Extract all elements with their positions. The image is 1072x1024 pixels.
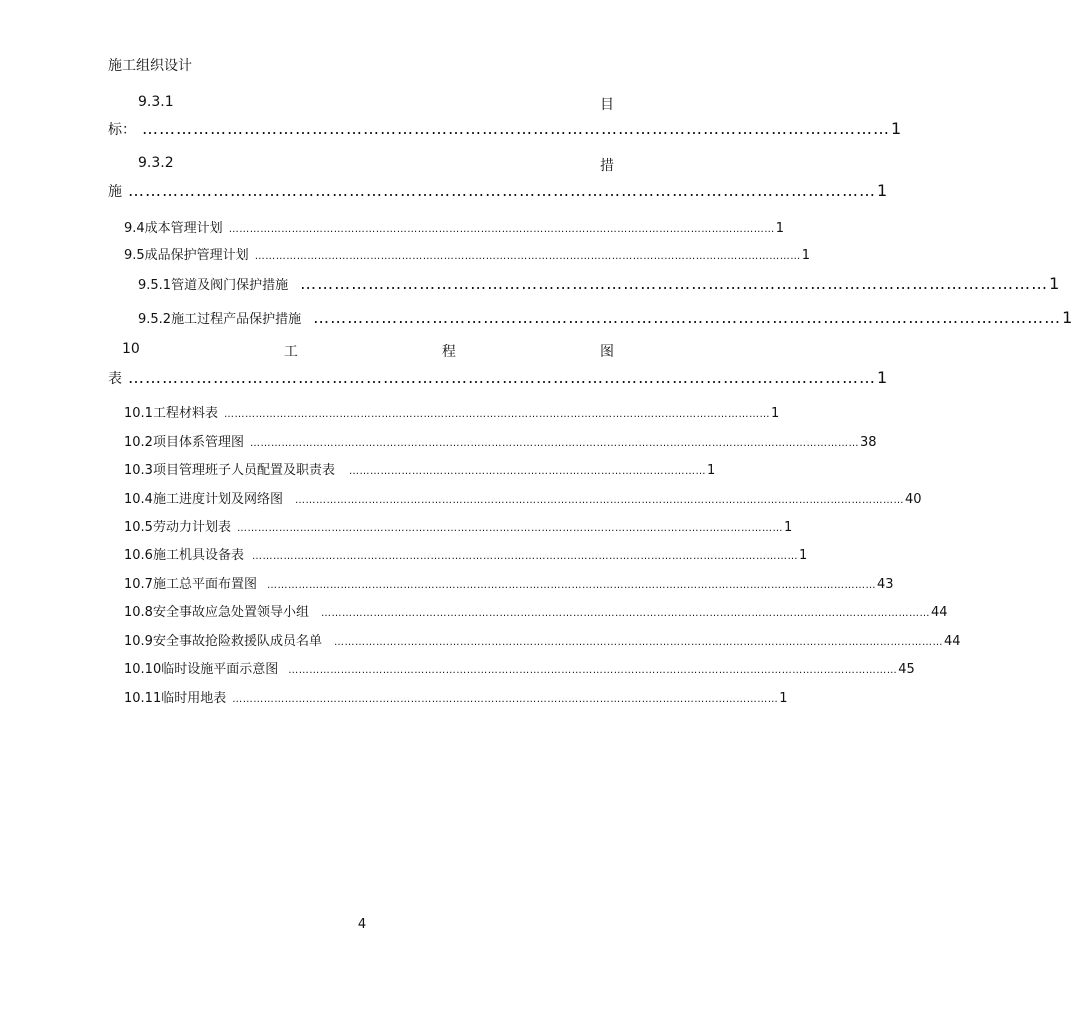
- toc-page-number: 1: [798, 548, 808, 563]
- toc-title: 10.4施工进度计划及网络图: [124, 492, 283, 507]
- toc-entry-10-5[interactable]: [124, 516, 793, 535]
- toc-title: 9.5.2施工过程产品保护措施: [138, 312, 302, 327]
- toc-entry-9-5[interactable]: [124, 244, 810, 263]
- toc-entry-10-2[interactable]: [124, 431, 877, 450]
- toc-leader-dots: …………………………………………………………………………………………………………………………………………: [251, 551, 798, 562]
- toc-title: 标：: [108, 122, 136, 138]
- toc-page-number: 1: [877, 368, 888, 387]
- toc-char: 图: [599, 344, 614, 360]
- toc-entry-10-3[interactable]: [124, 459, 716, 478]
- toc-leader-dots: …………………………………………………………………………………………………………………………………………………………: [333, 637, 943, 648]
- toc-entry-9-3-1-line2[interactable]: [108, 119, 902, 139]
- toc-leader-dots: …………………………………………………………………………………………………………………………………………: [223, 409, 770, 420]
- toc-entry-9-5-1[interactable]: [138, 274, 1060, 293]
- toc-entry-10-9[interactable]: [124, 630, 961, 649]
- toc-char: 目: [600, 97, 614, 113]
- toc-leader-dots: …………………………………………………………………………………………………………………………………………………………: [288, 665, 898, 676]
- toc-entry-10-6[interactable]: [124, 544, 808, 563]
- toc-page-number: 1: [877, 181, 888, 200]
- toc-title: 9.5.1管道及阀门保护措施: [138, 278, 289, 293]
- toc-char: 工: [283, 344, 298, 360]
- toc-leader-dots: …………………………………………………………………………………………………………………………………………………………: [249, 438, 859, 449]
- toc-leader-dots: …………………………………………………………………………………………………………………………………………: [236, 523, 783, 534]
- toc-leader-dots: ……………………………………………………………………………………………………………………: [300, 274, 1049, 293]
- toc-title: 表: [108, 371, 122, 387]
- toc-entry-10-10[interactable]: [124, 658, 915, 677]
- page-number-footer: 4: [357, 917, 367, 932]
- toc-page-number: 40: [904, 492, 922, 507]
- toc-page-number: 44: [943, 634, 961, 649]
- toc-leader-dots: …………………………………………………………………………………………………………………………………………: [254, 251, 801, 262]
- toc-entry-10-line2[interactable]: [108, 368, 888, 388]
- toc-title: 10.8安全事故应急处置领导小组: [124, 605, 309, 620]
- toc-title: 10.11临时用地表: [124, 691, 227, 706]
- toc-entry-9-4[interactable]: [124, 217, 784, 236]
- toc-title: 10.2项目体系管理图: [124, 435, 244, 450]
- toc-page-number: 1: [706, 463, 716, 478]
- toc-page-number: 1: [770, 406, 780, 421]
- toc-title: 施: [108, 184, 122, 200]
- toc-page-number: 1: [891, 119, 902, 138]
- toc-page-number: 1: [775, 221, 784, 236]
- toc-leader-dots: …………………………………………………………………………………………………………………………………………………………: [294, 495, 904, 506]
- page-header: 施工组织设计: [108, 58, 192, 74]
- toc-leader-dots: …………………………………………………………………………………………………………………………………………………………: [320, 608, 930, 619]
- toc-page-number: 1: [779, 691, 788, 706]
- toc-title: 10.7施工总平面布置图: [124, 577, 257, 592]
- toc-entry-10-7[interactable]: [124, 573, 894, 592]
- toc-page-number: 1: [1062, 308, 1072, 327]
- toc-entry-9-3-2-line2[interactable]: [108, 181, 888, 201]
- toc-leader-dots: …………………………………………………………………………………………: [348, 466, 706, 477]
- toc-leader-dots: …………………………………………………………………………………………………………………………………………………………: [266, 580, 876, 591]
- toc-title: 10.10临时设施平面示意图: [124, 662, 279, 677]
- toc-number: 9.3.2: [138, 155, 174, 171]
- toc-title: 10.1工程材料表: [124, 406, 218, 421]
- toc-entry-9-3-2-line1: [138, 155, 614, 175]
- toc-title: 10.6施工机具设备表: [124, 548, 244, 563]
- toc-page-number: 1: [801, 248, 810, 263]
- toc-entry-10-11[interactable]: [124, 687, 788, 706]
- toc-title: 9.5成品保护管理计划: [124, 248, 249, 263]
- toc-leader-dots: ……………………………………………………………………………………………………………………: [128, 368, 876, 387]
- toc-entry-10-1[interactable]: [124, 402, 780, 421]
- toc-page-number: 43: [876, 577, 894, 592]
- toc-entry-9-3-1-line1: [138, 94, 614, 114]
- toc-entry-10-8[interactable]: [124, 601, 948, 620]
- toc-char: 措: [600, 158, 614, 174]
- toc-title: 10.9安全事故抢险救援队成员名单: [124, 634, 322, 649]
- toc-char: 程: [441, 344, 456, 360]
- toc-title: 9.4成本管理计划: [124, 221, 223, 236]
- toc-entry-9-5-2[interactable]: [138, 308, 1072, 327]
- toc-page-number: 1: [1049, 274, 1060, 293]
- toc-leader-dots: ……………………………………………………………………………………………………………………: [313, 308, 1062, 327]
- toc-leader-dots: ……………………………………………………………………………………………………………………: [128, 181, 876, 200]
- toc-entry-10-line1: [122, 341, 614, 361]
- toc-leader-dots: ……………………………………………………………………………………………………………………: [142, 119, 890, 138]
- toc-page-number: 1: [783, 520, 793, 535]
- toc-leader-dots: …………………………………………………………………………………………………………………………………………: [232, 694, 779, 705]
- toc-entry-10-4[interactable]: [124, 488, 922, 507]
- toc-number: 10: [122, 341, 140, 357]
- toc-title: 10.5劳动力计划表: [124, 520, 231, 535]
- toc-page-number: 45: [898, 662, 915, 677]
- toc-leader-dots: …………………………………………………………………………………………………………………………………………: [228, 224, 775, 235]
- toc-page-number: 38: [859, 435, 877, 450]
- toc-title: 10.3项目管理班子人员配置及职责表: [124, 463, 335, 478]
- toc-number: 9.3.1: [138, 94, 174, 110]
- toc-page-number: 44: [930, 605, 948, 620]
